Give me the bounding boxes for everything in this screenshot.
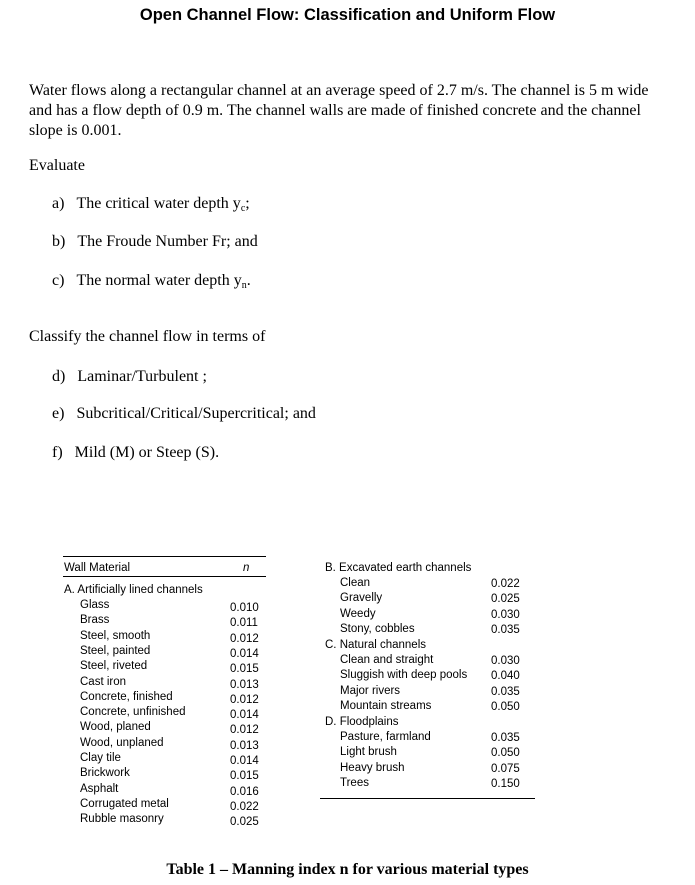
material-name: Corrugated metal: [80, 797, 169, 810]
manning-n-value: 0.040: [491, 670, 520, 683]
manning-n-value: 0.030: [491, 655, 520, 667]
material-name: Pasture, farmland: [340, 731, 431, 743]
material-name: Mountain streams: [340, 699, 432, 712]
manning-n-value: 0.022: [491, 578, 520, 590]
manning-n-value: 0.012: [230, 632, 259, 645]
material-name: Major rivers: [340, 684, 401, 697]
subscript: n: [241, 280, 247, 291]
material-name: Stony, cobbles: [340, 622, 415, 635]
material-name: Steel, painted: [80, 644, 151, 657]
question-marker: d): [52, 368, 66, 385]
material-name: Wood, unplaned: [80, 736, 164, 749]
material-name: Brickwork: [80, 767, 130, 780]
question-marker: f): [52, 444, 63, 461]
manning-n-value: 0.035: [491, 623, 520, 636]
material-name: Concrete, finished: [80, 690, 173, 703]
question-text: The critical water depth y: [76, 195, 241, 212]
question-c: [52, 272, 251, 291]
manning-n-value: 0.025: [230, 816, 259, 829]
question-f: [52, 444, 219, 462]
material-name: Gravelly: [340, 592, 383, 605]
question-text: Mild (M) or Steep (S).: [74, 444, 220, 461]
material-name: Heavy brush: [340, 761, 405, 774]
classify-heading: Classify the channel flow in terms of: [29, 328, 266, 345]
question-text: The Froude Number Fr; and: [77, 233, 258, 250]
manning-n-value: 0.016: [230, 785, 259, 798]
manning-n-value: 0.150: [491, 777, 520, 790]
problem-statement: [29, 81, 679, 141]
material-name: Glass: [80, 599, 110, 611]
question-marker: a): [52, 195, 65, 212]
page-title: Open Channel Flow: Classification and Uniform Flow: [139, 6, 556, 24]
question-marker: e): [52, 405, 65, 422]
table-caption: Table 1 – Manning index n for various material types: [166, 861, 529, 878]
question-d: [52, 368, 207, 386]
problem-line-3: slope is 0.001.: [29, 122, 122, 139]
table-top-rule: [63, 556, 266, 557]
material-name: Clean: [340, 577, 371, 589]
material-name: Steel, smooth: [80, 629, 151, 642]
group-heading-b: B. Excavated earth channels: [325, 562, 472, 574]
group-heading-a: A. Artificially lined channels: [64, 584, 203, 596]
question-marker: c): [52, 272, 65, 289]
problem-line-1: Water flows along a rectangular channel at an average speed of 2.7 m/s. The channel is 5 m wide: [29, 82, 649, 99]
manning-n-value: 0.012: [230, 724, 259, 737]
material-name: Rubble masonry: [80, 813, 164, 826]
question-tail: .: [246, 272, 251, 289]
material-name: Clean and straight: [340, 654, 434, 666]
question-text: Laminar/Turbulent ;: [77, 368, 207, 385]
manning-n-value: 0.013: [230, 739, 259, 752]
material-name: Weedy: [340, 607, 376, 620]
group-heading-d: D. Floodplains: [325, 716, 399, 728]
manning-n-value: 0.015: [230, 663, 259, 676]
question-tail: ;: [245, 195, 250, 212]
material-name: Steel, riveted: [80, 660, 148, 673]
manning-n-value: 0.050: [491, 700, 520, 713]
question-text: Subcritical/Critical/Supercritical; and: [76, 405, 316, 422]
material-name: Brass: [80, 614, 110, 627]
manning-n-value: 0.075: [491, 762, 520, 775]
manning-n-value: 0.022: [230, 800, 259, 813]
material-name: Asphalt: [80, 782, 119, 795]
evaluate-heading: Evaluate: [29, 157, 85, 174]
manning-n-value: 0.030: [491, 608, 520, 621]
manning-n-value: 0.050: [491, 747, 520, 760]
question-text: The normal water depth y: [76, 272, 242, 289]
manning-n-value: 0.010: [230, 602, 259, 614]
manning-n-value: 0.011: [230, 617, 258, 630]
header-n: n: [243, 562, 250, 574]
problem-line-2: and has a flow depth of 0.9 m. The channel walls are made of finished concrete and the channel: [29, 102, 641, 119]
group-heading-c: C. Natural channels: [325, 639, 426, 651]
table-header-rule: [63, 576, 266, 577]
material-name: Trees: [340, 776, 369, 789]
material-name: Sluggish with deep pools: [340, 669, 468, 682]
material-name: Concrete, unfinished: [80, 706, 186, 719]
manning-n-value: 0.035: [491, 732, 520, 744]
manning-n-value: 0.014: [230, 755, 259, 767]
manning-n-value: 0.014: [230, 647, 259, 660]
manning-n-value: 0.014: [230, 709, 259, 722]
material-name: Wood, planed: [80, 721, 151, 734]
question-marker: b): [52, 233, 66, 250]
manning-n-value: 0.015: [230, 770, 259, 783]
manning-n-value: 0.013: [230, 678, 259, 691]
question-b: [52, 233, 258, 251]
header-wall-material: Wall Material: [64, 562, 131, 574]
manning-n-value: 0.035: [491, 685, 520, 698]
question-e: [52, 405, 316, 423]
manning-n-value: 0.012: [230, 693, 259, 706]
material-name: Clay tile: [80, 752, 121, 764]
question-a: [52, 195, 250, 214]
table-bottom-rule: [320, 798, 535, 799]
material-name: Cast iron: [80, 675, 127, 688]
material-name: Light brush: [340, 746, 397, 759]
subscript: c: [240, 203, 246, 214]
manning-n-value: 0.025: [491, 593, 520, 606]
